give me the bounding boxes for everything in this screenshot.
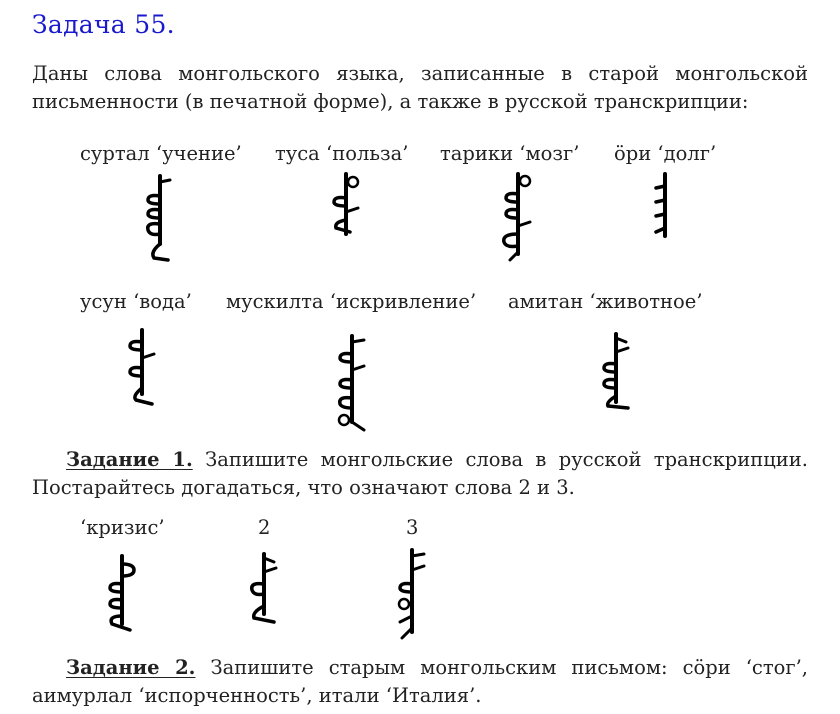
problem-title: Задача 55. <box>32 10 175 39</box>
task1-paragraph <box>32 446 808 502</box>
task1-text: Запишите монгольские слова в русской транскрипции. Постарайтесь догадаться, что означают слова 2 и 3. <box>32 448 808 499</box>
task2-paragraph <box>32 654 808 710</box>
mongolian-script-tusa-icon <box>328 172 368 246</box>
word-label-muskilta: мускилта ‘искривление’ <box>226 290 477 313</box>
mongolian-script-word-2-icon <box>242 552 286 632</box>
intro-paragraph: Даны слова монгольского языка, записанные в старой монгольской письменности (в печатной форме), а также в русской транскрипции: <box>32 62 808 113</box>
word-label-ori: öри ‘долг’ <box>614 142 717 165</box>
mongolian-script-word-3-icon <box>390 548 434 648</box>
mongolian-script-surtal-icon <box>140 174 180 268</box>
mongolian-script-muskilta-icon <box>330 334 374 438</box>
task2-text: Запишите старым монгольским письмом: сöри ‘стог’, аимурлал ‘испорченность’, итали ‘Италия’. <box>32 656 808 707</box>
mongolian-script-amitan-icon <box>596 332 636 416</box>
word-label-tariki: тарики ‘мозг’ <box>440 142 580 165</box>
word-label-amitan: амитан ‘животное’ <box>508 290 703 313</box>
task2-heading: Задание 2. <box>66 656 196 679</box>
task1-heading: Задание 1. <box>66 448 193 471</box>
word-label-krizis: ‘кризис’ <box>80 516 165 539</box>
mongolian-script-ori-icon <box>650 172 680 246</box>
word-label-usun: усун ‘вода’ <box>80 290 192 313</box>
mongolian-script-krizis-icon <box>100 554 144 640</box>
word-label-tusa: туса ‘польза’ <box>275 142 409 165</box>
word-label-2: 2 <box>258 516 271 539</box>
word-label-3: 3 <box>406 516 419 539</box>
mongolian-script-tariki-icon <box>498 172 542 268</box>
word-label-surtal: суртал ‘учение’ <box>80 142 242 165</box>
mongolian-script-usun-icon <box>122 328 162 412</box>
